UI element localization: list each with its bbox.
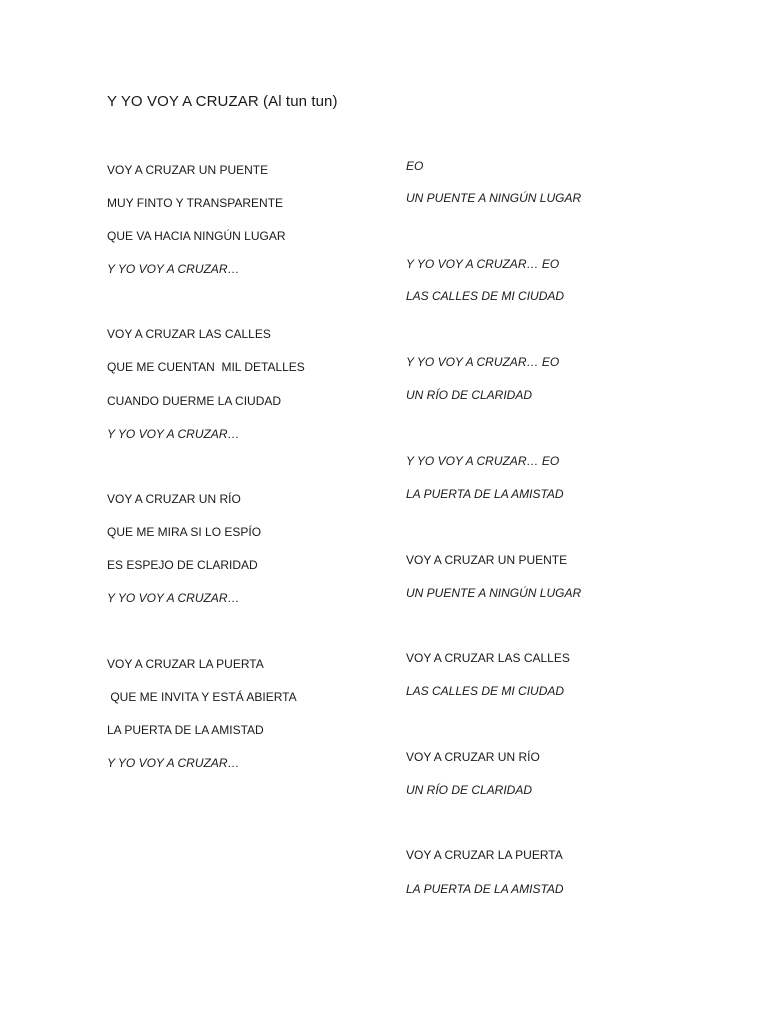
right-lyric-line: VOY A CRUZAR LAS CALLES	[406, 651, 570, 665]
page-title: Y YO VOY A CRUZAR (Al tun tun)	[107, 93, 338, 110]
left-lyric-line: Y YO VOY A CRUZAR…	[107, 591, 240, 605]
left-lyric-line: VOY A CRUZAR UN PUENTE	[107, 163, 269, 177]
right-lyric-line: UN RÍO DE CLARIDAD	[406, 783, 533, 797]
right-lyric-line: EO	[406, 159, 424, 173]
right-lyric-line: VOY A CRUZAR UN RÍO	[406, 750, 540, 764]
right-lyric-line: Y YO VOY A CRUZAR… EO	[406, 355, 560, 369]
left-lyric-line: VOY A CRUZAR UN RÍO	[107, 492, 241, 506]
right-lyric-line: LAS CALLES DE MI CIUDAD	[406, 684, 565, 698]
right-lyric-line: Y YO VOY A CRUZAR… EO	[406, 454, 560, 468]
left-lyric-line: MUY FINTO Y TRANSPARENTE	[107, 196, 284, 210]
right-lyric-line: LA PUERTA DE LA AMISTAD	[406, 487, 564, 501]
left-lyric-line: QUE VA HACIA NINGÚN LUGAR	[107, 229, 286, 243]
left-lyric-line: Y YO VOY A CRUZAR…	[107, 756, 240, 770]
right-lyric-line: LA PUERTA DE LA AMISTAD	[406, 882, 564, 896]
right-lyric-line: UN RÍO DE CLARIDAD	[406, 388, 533, 402]
right-lyric-line: LAS CALLES DE MI CIUDAD	[406, 289, 565, 303]
left-lyric-line: Y YO VOY A CRUZAR…	[107, 427, 240, 441]
left-lyric-line: VOY A CRUZAR LA PUERTA	[107, 657, 264, 671]
right-lyric-line: UN PUENTE A NINGÚN LUGAR	[406, 586, 582, 600]
right-lyric-line: Y YO VOY A CRUZAR… EO	[406, 257, 560, 271]
left-lyric-line: CUANDO DUERME LA CIUDAD	[107, 394, 282, 408]
right-lyric-line: UN PUENTE A NINGÚN LUGAR	[406, 191, 582, 205]
right-lyric-line: VOY A CRUZAR UN PUENTE	[406, 553, 568, 567]
left-lyric-line: Y YO VOY A CRUZAR…	[107, 262, 240, 276]
left-lyric-line: ES ESPEJO DE CLARIDAD	[107, 558, 258, 572]
left-lyric-line: QUE ME CUENTAN MIL DETALLES	[107, 360, 305, 374]
right-lyric-line: VOY A CRUZAR LA PUERTA	[406, 848, 563, 862]
left-lyric-line: QUE ME INVITA Y ESTÁ ABIERTA	[107, 690, 297, 704]
left-lyric-line: LA PUERTA DE LA AMISTAD	[107, 723, 264, 737]
left-lyric-line: QUE ME MIRA SI LO ESPÍO	[107, 525, 262, 539]
left-lyric-line: VOY A CRUZAR LAS CALLES	[107, 327, 271, 341]
